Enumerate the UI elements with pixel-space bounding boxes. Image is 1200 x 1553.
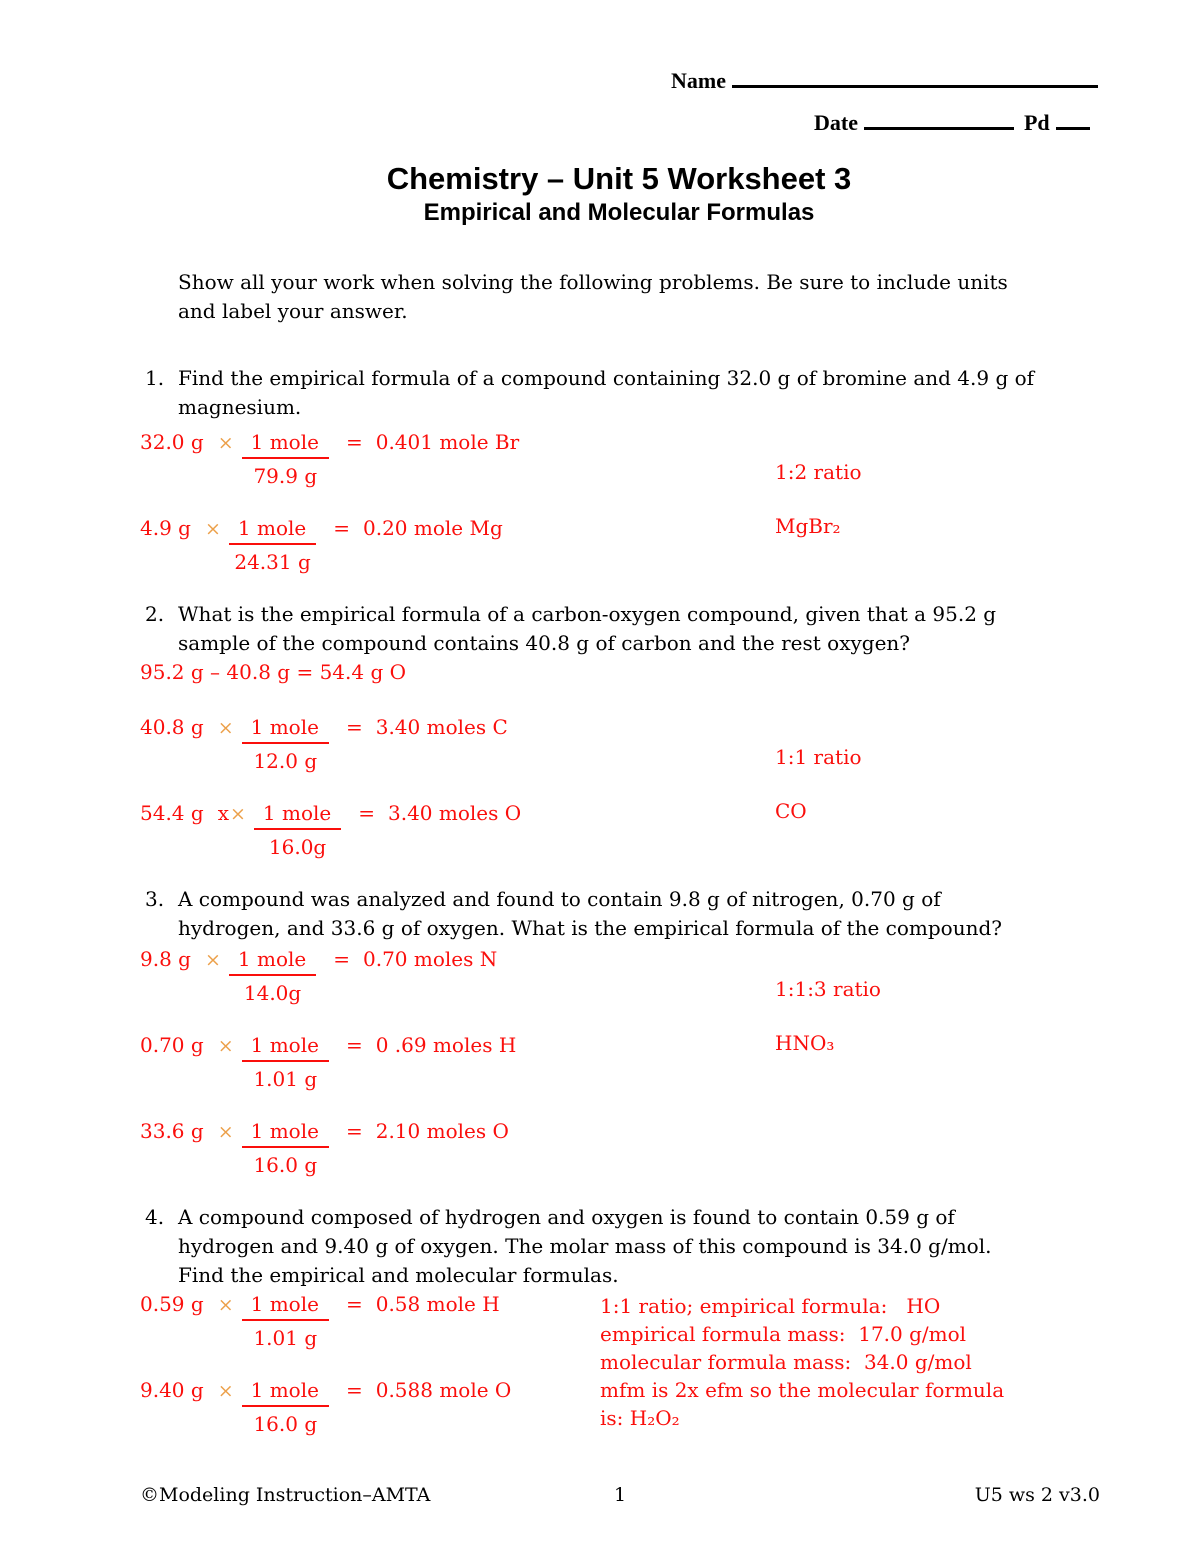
work-row <box>140 428 1100 490</box>
quantity-value: 54.4 g <box>140 801 204 825</box>
intro-line: and label your answer. <box>178 299 408 323</box>
question-line: A compound composed of hydrogen and oxygen is found to contain 0.59 g of <box>178 1205 955 1229</box>
name-label: Name <box>671 68 726 93</box>
answer-formula: MgBr₂ <box>775 514 841 538</box>
equals-sign: = <box>345 1292 363 1316</box>
fraction <box>242 1376 329 1438</box>
equals-sign: = <box>358 801 375 825</box>
problem-2-question <box>140 600 1100 658</box>
fraction-denominator: 12.0 g <box>253 749 318 773</box>
fraction-denominator: 79.9 g <box>253 464 318 488</box>
fraction-numerator: 1 mole <box>254 799 341 830</box>
equals-sign: = <box>345 430 363 454</box>
header <box>0 0 1200 160</box>
work-result: 0.58 mole H <box>375 1292 500 1316</box>
fraction <box>242 1031 329 1093</box>
fraction-numerator: 1 mole <box>242 428 329 459</box>
quantity-value: 9.40 g <box>140 1378 204 1402</box>
question-line: hydrogen and 9.40 g of oxygen. The molar mass of this compound is 34.0 g/mol. <box>178 1234 992 1258</box>
quantity-value: 9.8 g <box>140 947 191 971</box>
multiplication-sign: × <box>229 803 246 825</box>
problem-3-question <box>140 885 1100 943</box>
multiplication-sign: × <box>217 1121 234 1143</box>
page-subtitle: Empirical and Molecular Formulas <box>423 199 815 226</box>
question-text <box>178 1203 991 1290</box>
multiplication-sign: × <box>204 518 221 540</box>
multiplication-sign: × <box>217 432 234 454</box>
extra-x-mark: x <box>217 801 229 825</box>
question-line: hydrogen, and 33.6 g of oxygen. What is the empirical formula of the compound? <box>178 916 1002 940</box>
work-result: 0 .69 moles H <box>375 1033 517 1057</box>
quantity-value: 0.59 g <box>140 1292 204 1316</box>
answer-line: is: H₂O₂ <box>600 1406 680 1430</box>
fraction-numerator: 1 mole <box>242 713 329 744</box>
footer-copyright: ©Modeling Instruction–AMTA <box>140 1484 431 1506</box>
problem-number: 3. <box>145 887 165 911</box>
fraction-numerator: 1 mole <box>242 1290 329 1321</box>
work-row <box>140 1117 1100 1179</box>
date-blank-line <box>864 110 1014 130</box>
subtraction-step: 95.2 g – 40.8 g = 54.4 g O <box>140 660 407 684</box>
answer-line: molecular formula mass: 34.0 g/mol <box>600 1350 972 1374</box>
footer-page-number: 1 <box>613 1484 627 1506</box>
footer <box>140 1484 1100 1506</box>
multiplication-sign: × <box>217 717 234 739</box>
fraction-denominator: 24.31 g <box>234 550 311 574</box>
equals-sign: = <box>333 516 350 540</box>
work-row <box>140 799 1100 861</box>
footer-doc-version: U5 ws 2 v3.0 <box>974 1484 1100 1506</box>
quantity-value: 4.9 g <box>140 516 191 540</box>
problem-4-answer-block <box>600 1292 1004 1432</box>
work-row <box>140 514 1100 576</box>
fraction-numerator: 1 mole <box>242 1376 329 1407</box>
quantity-value: 33.6 g <box>140 1119 204 1143</box>
date-row <box>814 110 1090 136</box>
answer-formula: CO <box>775 799 807 823</box>
name-row <box>671 68 1098 94</box>
fraction <box>254 799 341 861</box>
fraction-numerator: 1 mole <box>242 1117 329 1148</box>
answer-ratio: 1:1 ratio <box>775 745 862 769</box>
work-result: 2.10 moles O <box>375 1119 509 1143</box>
question-line: sample of the compound contains 40.8 g of carbon and the rest oxygen? <box>178 631 911 655</box>
fraction-numerator: 1 mole <box>242 1031 329 1062</box>
question-line: A compound was analyzed and found to contain 9.8 g of nitrogen, 0.70 g of <box>178 887 941 911</box>
problem-4 <box>140 1203 1100 1438</box>
question-line: Find the empirical formula of a compound containing 32.0 g of bromine and 4.9 g of <box>178 366 1035 390</box>
answer-formula: HNO₃ <box>775 1031 835 1055</box>
quantity-value: 40.8 g <box>140 715 204 739</box>
fraction-numerator: 1 mole <box>229 945 316 976</box>
date-label: Date <box>814 110 858 135</box>
answer-ratio: 1:2 ratio <box>775 460 862 484</box>
problem-2-work <box>140 713 1100 861</box>
name-blank-line <box>732 68 1098 88</box>
problem-2 <box>140 600 1100 861</box>
fraction-denominator: 16.0g <box>268 835 327 859</box>
question-text <box>178 885 1002 943</box>
multiplication-sign: × <box>204 949 221 971</box>
problem-number: 2. <box>145 602 165 626</box>
answer-ratio: 1:1:3 ratio <box>775 977 881 1001</box>
question-line: magnesium. <box>178 395 302 419</box>
intro-line: Show all your work when solving the following problems. Be sure to include units <box>178 270 1008 294</box>
fraction-denominator: 16.0 g <box>253 1153 318 1177</box>
work-result: 0.401 mole Br <box>375 430 520 454</box>
work-row <box>140 1031 1100 1093</box>
intro-text <box>178 268 1100 326</box>
fraction <box>242 713 329 775</box>
answer-line: empirical formula mass: 17.0 g/mol <box>600 1322 967 1346</box>
problem-4-work <box>140 1290 1100 1438</box>
equals-sign: = <box>345 1033 363 1057</box>
quantity-value: 32.0 g <box>140 430 204 454</box>
quantity-value: 0.70 g <box>140 1033 204 1057</box>
problem-number: 1. <box>145 366 165 390</box>
question-line: Find the empirical and molecular formulas. <box>178 1263 619 1287</box>
equals-sign: = <box>345 715 363 739</box>
problem-1-question <box>140 364 1100 422</box>
equals-sign: = <box>345 1119 363 1143</box>
fraction-numerator: 1 mole <box>229 514 316 545</box>
multiplication-sign: × <box>217 1380 234 1402</box>
pd-blank-line <box>1056 110 1090 130</box>
fraction-denominator: 1.01 g <box>253 1067 318 1091</box>
work-result: 0.588 mole O <box>375 1378 512 1402</box>
work-result: 0.20 mole Mg <box>362 516 503 540</box>
fraction <box>242 1290 329 1352</box>
question-text <box>178 600 996 658</box>
work-result: 3.40 moles O <box>388 801 522 825</box>
problem-1-work <box>140 428 1100 576</box>
fraction <box>229 945 316 1007</box>
question-text <box>178 364 1034 422</box>
problem-3 <box>140 885 1100 1179</box>
fraction <box>242 1117 329 1179</box>
page-title: Chemistry – Unit 5 Worksheet 3 <box>386 161 852 196</box>
fraction-denominator: 1.01 g <box>253 1326 318 1350</box>
fraction <box>229 514 316 576</box>
answer-line: mfm is 2x efm so the molecular formula <box>600 1378 1005 1402</box>
problem-3-work <box>140 945 1100 1179</box>
problem-4-question <box>140 1203 1100 1290</box>
multiplication-sign: × <box>217 1035 234 1057</box>
work-result: 3.40 moles C <box>375 715 508 739</box>
work-row <box>140 713 1100 775</box>
content <box>0 268 1200 1438</box>
fraction-denominator: 16.0 g <box>253 1412 318 1436</box>
multiplication-sign: × <box>217 1294 234 1316</box>
fraction-denominator: 14.0g <box>243 981 302 1005</box>
work-row <box>140 945 1100 1007</box>
pd-label: Pd <box>1023 110 1050 135</box>
work-result: 0.70 moles N <box>362 947 498 971</box>
equals-sign: = <box>345 1378 363 1402</box>
fraction <box>242 428 329 490</box>
problem-number: 4. <box>145 1205 165 1229</box>
answer-line: 1:1 ratio; empirical formula: HO <box>600 1294 941 1318</box>
problem-1 <box>140 364 1100 576</box>
equals-sign: = <box>333 947 350 971</box>
question-line: What is the empirical formula of a carbon-oxygen compound, given that a 95.2 g <box>178 602 997 626</box>
